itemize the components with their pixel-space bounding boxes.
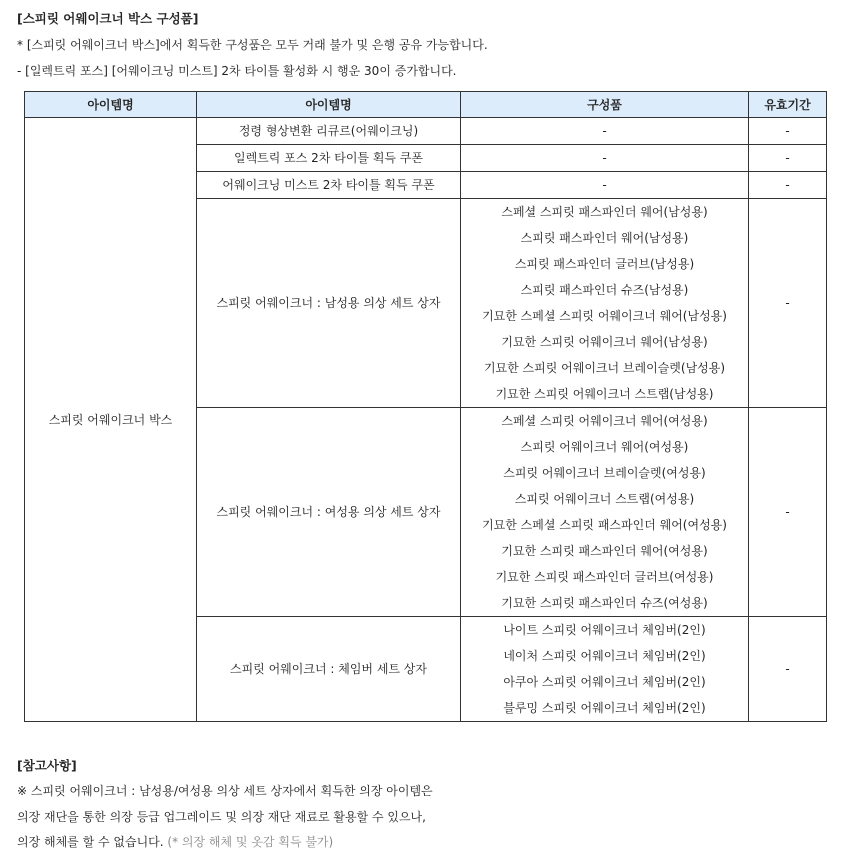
components-cell: -	[461, 145, 749, 172]
component-item: 기묘한 스피릿 어웨이크너 스트랩(남성용)	[495, 387, 714, 401]
component-item: 기묘한 스페셜 스피릿 어웨이크너 웨어(남성용)	[482, 309, 727, 323]
component-item: 스페셜 스피릿 패스파인더 웨어(남성용)	[501, 205, 708, 219]
component-item: 나이트 스피릿 어웨이크너 체임버(2인)	[503, 623, 706, 637]
reference-line: ※ 스피릿 어웨이크너 : 남성용/여성용 의상 세트 상자에서 획득한 의장 아이템은	[17, 784, 433, 798]
period-cell: -	[749, 408, 827, 617]
component-item: 기묘한 스피릿 어웨이크너 브레이슬렛(남성용)	[483, 361, 726, 375]
component-item: 스피릿 패스파인더 웨어(남성용)	[520, 231, 689, 245]
box-name-cell: 스피릿 어웨이크너 박스	[25, 118, 197, 722]
component-item: 스피릿 어웨이크너 스트랩(여성용)	[514, 492, 695, 506]
header-item-name: 아이템명	[197, 92, 461, 118]
period-cell: -	[749, 145, 827, 172]
reference-title: [참고사항]	[17, 758, 77, 773]
components-cell: -	[461, 172, 749, 199]
component-item: 기묘한 스피릿 패스파인더 글러브(여성용)	[495, 570, 714, 584]
header-components: 구성품	[461, 92, 749, 118]
title-bonus-note: - [일렉트릭 포스] [어웨이크닝 미스트] 2차 타이틀 활성화 시 행운 30이 증가합니다.	[17, 64, 457, 78]
reference-last-text: 의장 해체를 할 수 없습니다.	[17, 835, 164, 849]
components-cell	[461, 408, 749, 617]
box-contents-table	[24, 91, 827, 722]
table-header-row	[25, 92, 827, 118]
components-cell	[461, 199, 749, 408]
period-cell: -	[749, 172, 827, 199]
component-item: 블루밍 스피릿 어웨이크너 체임버(2인)	[503, 701, 706, 715]
item-name-cell: 어웨이크닝 미스트 2차 타이틀 획득 쿠폰	[197, 172, 461, 199]
item-name-cell: 스피릿 어웨이크너 : 체임버 세트 상자	[197, 617, 461, 722]
item-name-cell: 스피릿 어웨이크너 : 여성용 의상 세트 상자	[197, 408, 461, 617]
component-item: 스피릿 패스파인더 슈즈(남성용)	[520, 283, 689, 297]
components-cell: -	[461, 118, 749, 145]
component-item: 네이처 스피릿 어웨이크너 체임버(2인)	[503, 649, 706, 663]
component-item: 기묘한 스피릿 패스파인더 웨어(여성용)	[501, 544, 708, 558]
reference-line-last	[17, 833, 333, 850]
reference-line: 의장 재단을 통한 의장 등급 업그레이드 및 의장 재단 재료로 활용할 수 있으나,	[17, 810, 426, 824]
component-item: 스피릿 패스파인더 글러브(남성용)	[514, 257, 695, 271]
component-item: 스피릿 어웨이크너 브레이슬렛(여성용)	[503, 466, 706, 480]
period-cell: -	[749, 617, 827, 722]
header-period: 유효기간	[749, 92, 827, 118]
table-row	[25, 118, 827, 145]
trade-note: * [스피릿 어웨이크너 박스]에서 획득한 구성품은 모두 거래 불가 및 은행 공유 가능합니다.	[17, 38, 488, 52]
item-name-cell: 스피릿 어웨이크너 : 남성용 의상 세트 상자	[197, 199, 461, 408]
item-name-cell: 일렉트릭 포스 2차 타이틀 획득 쿠폰	[197, 145, 461, 172]
page-title: [스피릿 어웨이크너 박스 구성품]	[17, 11, 199, 26]
component-item: 기묘한 스피릿 패스파인더 슈즈(여성용)	[501, 596, 708, 610]
reference-last-note: (* 의장 해체 및 옷감 획득 불가)	[167, 835, 334, 849]
component-item: 아쿠아 스피릿 어웨이크너 체임버(2인)	[503, 675, 706, 689]
components-cell	[461, 617, 749, 722]
header-box-name: 아이템명	[25, 92, 197, 118]
period-cell: -	[749, 118, 827, 145]
component-item: 스피릿 어웨이크너 웨어(여성용)	[520, 440, 689, 454]
period-cell: -	[749, 199, 827, 408]
component-item: 기묘한 스피릿 어웨이크너 웨어(남성용)	[501, 335, 708, 349]
component-item: 기묘한 스페셜 스피릿 패스파인더 웨어(여성용)	[482, 518, 727, 532]
item-name-cell: 정령 형상변환 리큐르(어웨이크닝)	[197, 118, 461, 145]
component-item: 스페셜 스피릿 어웨이크너 웨어(여성용)	[501, 414, 708, 428]
